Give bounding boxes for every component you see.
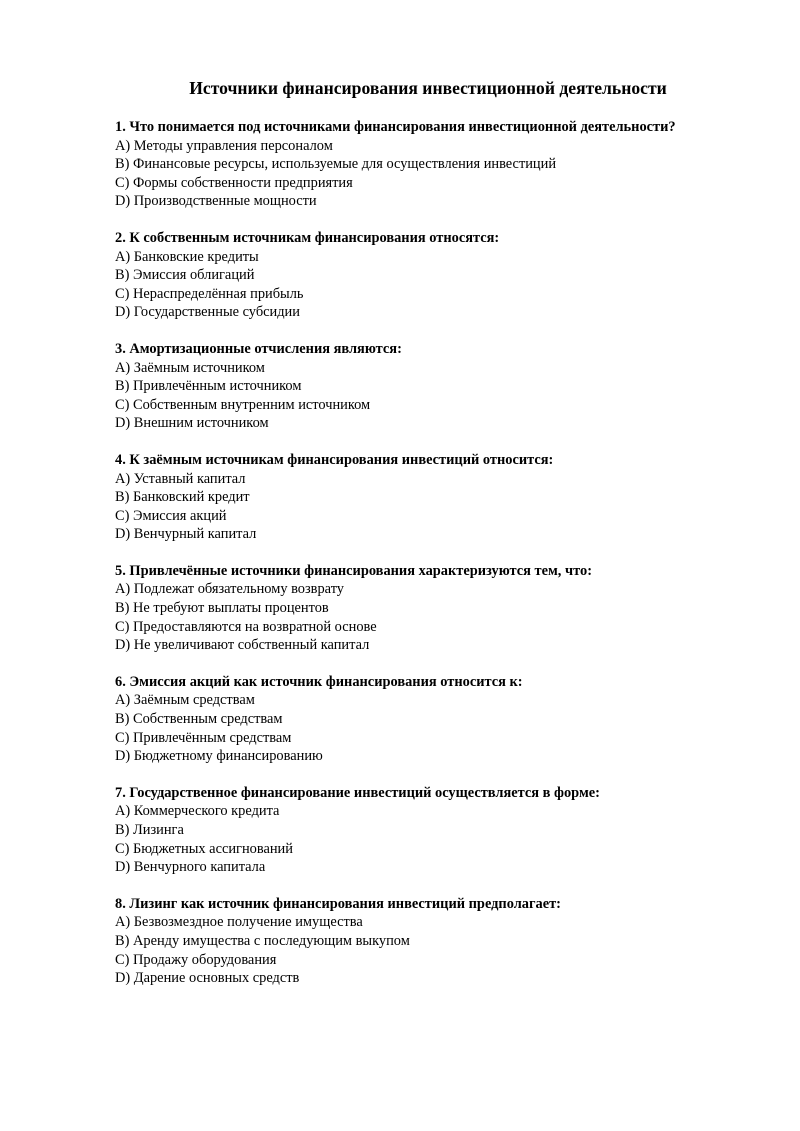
answer-option-d: D) Венчурный капитал bbox=[115, 526, 257, 543]
answer-option-b: B) Собственным средствам bbox=[115, 711, 283, 728]
question-6 bbox=[115, 673, 695, 766]
answer-option-b: B) Финансовые ресурсы, используемые для осуществления инвестиций bbox=[115, 156, 557, 173]
question-text: 6. Эмиссия акций как источник финансирования относится к: bbox=[115, 673, 523, 690]
answer-option-c: C) Нераспределённая прибыль bbox=[115, 285, 304, 302]
answer-option-c: C) Привлечённым средствам bbox=[115, 729, 292, 746]
answer-option-a: A) Коммерческого кредита bbox=[115, 803, 280, 820]
answer-option-a: A) Заёмным средствам bbox=[115, 692, 255, 709]
answer-option-b: B) Аренду имущества с последующим выкупом bbox=[115, 932, 410, 949]
answer-option-d: D) Производственные мощности bbox=[115, 193, 317, 210]
answer-option-d: D) Бюджетному финансированию bbox=[115, 748, 323, 765]
question-text: 1. Что понимается под источниками финансирования инвестиционной деятельности? bbox=[115, 119, 676, 135]
question-1 bbox=[115, 118, 695, 211]
question-8 bbox=[115, 895, 695, 988]
answer-option-d: D) Дарение основных средств bbox=[115, 970, 300, 987]
question-4 bbox=[115, 451, 695, 544]
answer-option-c: C) Собственным внутренним источником bbox=[115, 396, 371, 413]
answer-option-c: C) Формы собственности предприятия bbox=[115, 174, 353, 191]
answer-option-c: C) Предоставляются на возвратной основе bbox=[115, 618, 377, 635]
answer-option-a: A) Заёмным источником bbox=[115, 359, 265, 376]
answer-option-c: C) Эмиссия акций bbox=[115, 507, 227, 524]
question-3 bbox=[115, 340, 695, 433]
answer-option-a: A) Уставный капитал bbox=[115, 470, 246, 487]
answer-option-d: D) Государственные субсидии bbox=[115, 304, 300, 321]
question-text: 8. Лизинг как источник финансирования инвестиций предполагает: bbox=[115, 895, 561, 912]
question-2 bbox=[115, 229, 695, 322]
answer-option-b: B) Банковский кредит bbox=[115, 489, 250, 506]
answer-option-b: B) Не требуют выплаты процентов bbox=[115, 600, 329, 617]
document-title: Источники финансирования инвестиционной деятельности bbox=[189, 78, 667, 98]
question-list bbox=[115, 118, 695, 1006]
answer-option-b: B) Привлечённым источником bbox=[115, 378, 302, 395]
answer-option-d: D) Внешним источником bbox=[115, 415, 269, 432]
question-text: 2. К собственным источникам финансирования относятся: bbox=[115, 229, 500, 246]
answer-option-a: A) Безвозмездное получение имущества bbox=[115, 914, 363, 931]
answer-option-c: C) Бюджетных ассигнований bbox=[115, 840, 293, 857]
question-text: 7. Государственное финансирование инвестиций осуществляется в форме: bbox=[115, 784, 600, 801]
answer-option-a: A) Банковские кредиты bbox=[115, 248, 259, 265]
answer-option-b: B) Эмиссия облигаций bbox=[115, 267, 255, 284]
question-7 bbox=[115, 784, 695, 877]
answer-option-a: A) Подлежат обязательному возврату bbox=[115, 581, 344, 598]
answer-option-c: C) Продажу оборудования bbox=[115, 951, 277, 968]
question-text: 3. Амортизационные отчисления являются: bbox=[115, 340, 402, 357]
answer-option-a: A) Методы управления персоналом bbox=[115, 137, 333, 154]
question-text: 4. К заёмным источникам финансирования инвестиций относится: bbox=[115, 451, 554, 468]
answer-option-d: D) Не увеличивают собственный капитал bbox=[115, 637, 370, 654]
question-text: 5. Привлечённые источники финансирования характеризуются тем, что: bbox=[115, 562, 592, 579]
answer-option-d: D) Венчурного капитала bbox=[115, 859, 266, 876]
answer-option-b: B) Лизинга bbox=[115, 822, 184, 838]
question-5 bbox=[115, 562, 695, 655]
